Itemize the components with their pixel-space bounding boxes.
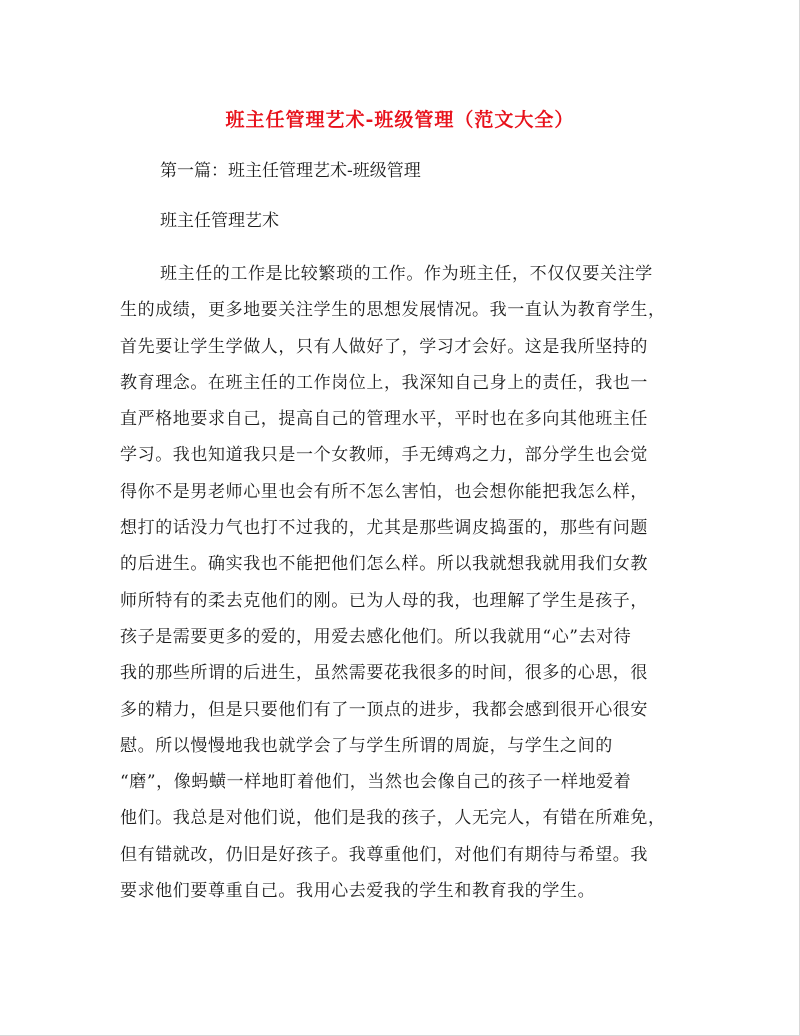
paragraph-line: 班主任的工作是比较繁琐的工作。作为班主任，不仅仅要关注学 bbox=[160, 264, 653, 284]
paragraph-line: 学习。我也知道我只是一个女教师，手无缚鸡之力，部分学生也会觉 bbox=[120, 445, 648, 466]
paragraph-line: 慰。所以慢慢地我也就学会了与学生所谓的周旋，与学生之间的 bbox=[120, 735, 613, 756]
chapter-heading: 第一篇：班主任管理艺术-班级管理 bbox=[160, 161, 421, 181]
paragraph-line: 生的成绩，更多地要关注学生的思想发展情况。我一直认为教育学生， bbox=[120, 300, 666, 321]
body-paragraph bbox=[120, 256, 680, 909]
paragraph-line: 但有错就改，仍旧是好孩子。我尊重他们，对他们有期待与希望。我 bbox=[120, 844, 648, 865]
paragraph-line: 首先要让学生学做人，只有人做好了，学习才会好。这是我所坚持的 bbox=[120, 336, 648, 357]
paragraph-line: 得你不是男老师心里也会有所不怎么害怕，也会想你能把我怎么样， bbox=[120, 481, 648, 502]
paragraph-line: 他们。我总是对他们说，他们是我的孩子，人无完人，有错在所难免， bbox=[120, 808, 666, 829]
paragraph-line: 要求他们要尊重自己。我用心去爱我的学生和教育我的学生。 bbox=[120, 881, 596, 902]
paragraph-line: 直严格地要求自己，提高自己的管理水平，平时也在多向其他班主任 bbox=[120, 409, 648, 430]
paragraph-line: 我的那些所谓的后进生，虽然需要花我很多的时间，很多的心思，很 bbox=[120, 663, 648, 684]
paragraph-line: 想打的话没力气也打不过我的，尤其是那些调皮捣蛋的，那些有问题 bbox=[120, 518, 648, 539]
paragraph-line: 师所特有的柔去克他们的刚。已为人母的我，也理解了学生是孩子， bbox=[120, 590, 648, 611]
paragraph-line: 孩子是需要更多的爱的，用爱去感化他们。所以我就用“心”去对待 bbox=[120, 626, 632, 647]
paragraph-line: 多的精力，但是只要他们有了一顶点的进步，我都会感到很开心很安 bbox=[120, 699, 648, 720]
paragraph-line: 教育理念。在班主任的工作岗位上，我深知自己身上的责任，我也一 bbox=[120, 372, 648, 393]
section-heading: 班主任管理艺术 bbox=[160, 211, 279, 231]
document-title: 班主任管理艺术-班级管理（范文大全） bbox=[225, 109, 575, 131]
paragraph-line: 的后进生。确实我也不能把他们怎么样。所以我就想我就用我们女教 bbox=[120, 554, 648, 575]
paragraph-line: “磨”，像蚂蟥一样地盯着他们，当然也会像自己的孩子一样地爱着 bbox=[120, 772, 632, 793]
